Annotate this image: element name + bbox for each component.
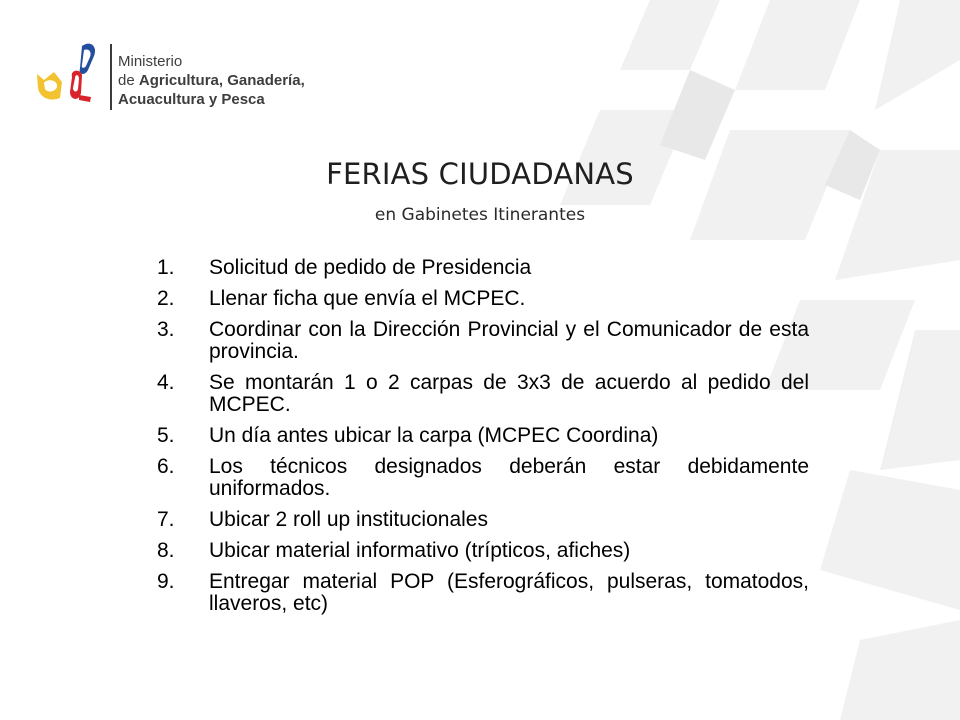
steps-list [157,257,809,624]
page-subtitle: en Gabinetes Itinerantes [374,205,586,225]
step-text: Solicitud de pedido de Presidencia [209,256,532,279]
step-text: Coordinar con la Dirección Provincial y el Comunicador de esta provincia. [209,318,809,363]
logo-text [118,52,305,109]
list-item [157,571,809,615]
step-number: 3. [157,318,175,341]
step-number: 1. [157,256,175,279]
step-text: Entregar material POP (Esferográficos, pulseras, tomatodos, llaveros, etc) [209,570,809,615]
ministry-logo [34,38,324,118]
logo-line2-prefix: de [118,72,139,89]
step-text: Llenar ficha que envía el MCPEC. [209,287,526,310]
step-number: 5. [157,424,175,447]
list-item [157,540,809,562]
logo-line-acuacultura: Acuacultura y Pesca [118,91,265,108]
step-text: Ubicar material informativo (trípticos, afiches) [209,539,631,562]
list-item [157,509,809,531]
logo-line-ministerio: Ministerio [118,53,183,70]
list-item [157,257,809,279]
step-text: Se montarán 1 o 2 carpas de 3x3 de acuerdo al pedido del MCPEC. [209,371,809,416]
list-item [157,288,809,310]
step-number: 9. [157,570,175,593]
list-item [157,372,809,416]
step-text: Un día antes ubicar la carpa (MCPEC Coordina) [209,424,659,447]
step-number: 4. [157,371,175,394]
list-item [157,319,809,363]
list-item [157,425,809,447]
logo-line-agricultura [118,71,305,90]
step-text: Los técnicos designados deberán estar debidamente uniformados. [209,455,809,500]
step-number: 6. [157,455,175,478]
step-number: 2. [157,287,175,310]
step-text: Ubicar 2 roll up institucionales [209,508,488,531]
list-item [157,456,809,500]
step-number: 7. [157,508,175,531]
step-number: 8. [157,539,175,562]
page-title: FERIAS CIUDADANAS [326,157,634,191]
logo-line2-bold: Agricultura, Ganadería, [138,72,305,89]
ministry-emblem-icon [34,38,106,110]
logo-divider [110,44,112,110]
